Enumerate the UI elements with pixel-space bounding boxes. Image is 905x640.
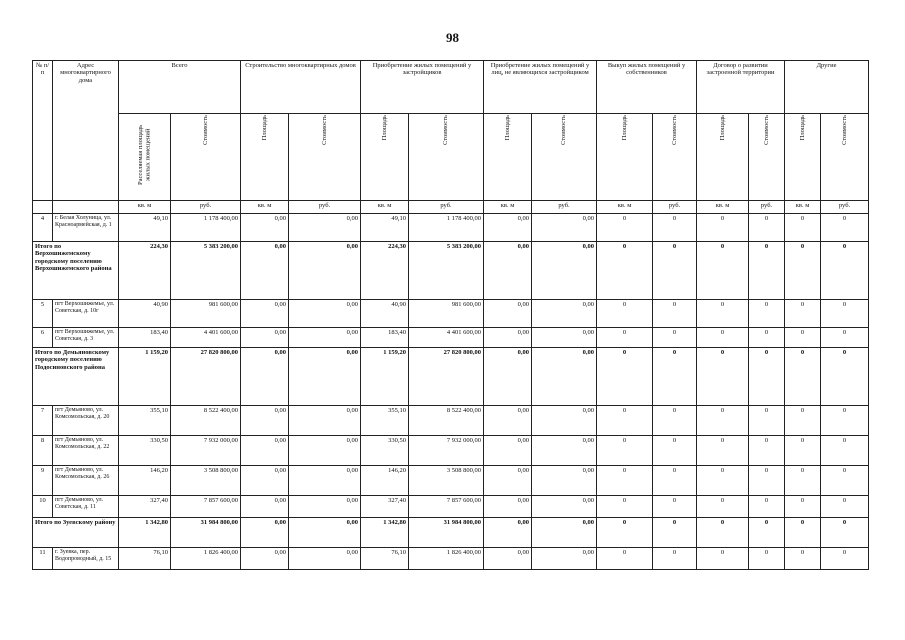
- page-number: 98: [446, 30, 459, 45]
- value-cell: 1 826 400,00: [171, 548, 241, 570]
- value-cell: 183,40: [361, 328, 409, 348]
- unit: кв. м: [119, 201, 171, 214]
- value-cell: 0: [653, 214, 697, 242]
- row-address: пгт Демьяново, ул. Комсомольская, д. 20: [53, 406, 119, 436]
- value-cell: 0,00: [532, 348, 597, 406]
- table-row: [33, 548, 869, 570]
- value-cell: 0,00: [241, 300, 289, 328]
- value-cell: 0,00: [532, 518, 597, 548]
- value-cell: 76,10: [361, 548, 409, 570]
- value-cell: 0,00: [484, 328, 532, 348]
- value-cell: 0: [597, 466, 653, 496]
- value-cell: 31 984 800,00: [409, 518, 484, 548]
- value-cell: 0: [749, 496, 785, 518]
- value-cell: 183,40: [119, 328, 171, 348]
- value-cell: 0,00: [289, 328, 361, 348]
- value-cell: 0: [697, 242, 749, 300]
- value-cell: 0,00: [289, 496, 361, 518]
- value-cell: 4 401 600,00: [409, 328, 484, 348]
- value-cell: 0,00: [241, 242, 289, 300]
- value-cell: 355,10: [361, 406, 409, 436]
- subheader: Площадь: [361, 114, 409, 201]
- unit: кв. м: [361, 201, 409, 214]
- unit: кв. м: [697, 201, 749, 214]
- value-cell: 49,10: [119, 214, 171, 242]
- empty-cell: [33, 201, 53, 214]
- value-cell: 0: [653, 496, 697, 518]
- value-cell: 5 383 200,00: [171, 242, 241, 300]
- value-cell: 0: [653, 406, 697, 436]
- value-cell: 0: [597, 348, 653, 406]
- subheader: Стоимость: [409, 114, 484, 201]
- unit: кв. м: [484, 201, 532, 214]
- value-cell: 0: [653, 300, 697, 328]
- value-cell: 146,20: [119, 466, 171, 496]
- value-cell: 0: [821, 300, 869, 328]
- subheader: Площадь: [484, 114, 532, 201]
- value-cell: 0,00: [241, 518, 289, 548]
- table-row: [33, 466, 869, 496]
- value-cell: 355,10: [119, 406, 171, 436]
- value-cell: 0: [597, 436, 653, 466]
- value-cell: 0,00: [289, 300, 361, 328]
- value-cell: 0: [697, 406, 749, 436]
- group-header: Приобретение жилых помещений у лиц, не являющихся застройщиком: [484, 61, 597, 114]
- value-cell: 0: [785, 548, 821, 570]
- value-cell: 0: [597, 242, 653, 300]
- value-cell: 0,00: [484, 242, 532, 300]
- value-cell: 40,90: [119, 300, 171, 328]
- value-cell: 0: [697, 300, 749, 328]
- value-cell: 0,00: [241, 214, 289, 242]
- value-cell: 0,00: [241, 406, 289, 436]
- value-cell: 0: [785, 242, 821, 300]
- col-num-header: № п/п: [33, 61, 53, 201]
- value-cell: 8 522 400,00: [409, 406, 484, 436]
- unit: руб.: [532, 201, 597, 214]
- subheader: Расселяемая площадь жилых помещений: [119, 114, 171, 201]
- subheader: Площадь: [241, 114, 289, 201]
- value-cell: 224,30: [361, 242, 409, 300]
- table-row: [33, 406, 869, 436]
- total-label: Итого по Верхошижемскому городскому поселению Верхошижемского района: [33, 242, 119, 300]
- row-address: пгт Верхошижемье, ул. Советская, д. 10г: [53, 300, 119, 328]
- value-cell: 0: [697, 436, 749, 466]
- table-row: [33, 436, 869, 466]
- value-cell: 0: [821, 496, 869, 518]
- value-cell: 0,00: [484, 466, 532, 496]
- value-cell: 0,00: [289, 548, 361, 570]
- value-cell: 1 178 400,00: [409, 214, 484, 242]
- row-number: 4: [33, 214, 53, 242]
- table-row: [33, 214, 869, 242]
- group-header: Выкуп жилых помещений у собственников: [597, 61, 697, 114]
- value-cell: 0,00: [241, 328, 289, 348]
- value-cell: 0: [653, 436, 697, 466]
- subheader: Стоимость: [171, 114, 241, 201]
- unit: руб.: [171, 201, 241, 214]
- value-cell: 0,00: [532, 214, 597, 242]
- value-cell: 0,00: [241, 548, 289, 570]
- value-cell: 0: [749, 466, 785, 496]
- value-cell: 7 932 000,00: [409, 436, 484, 466]
- subheader: Площадь: [785, 114, 821, 201]
- value-cell: 0: [785, 518, 821, 548]
- value-cell: 0: [653, 466, 697, 496]
- value-cell: 981 600,00: [171, 300, 241, 328]
- value-cell: 0,00: [289, 214, 361, 242]
- value-cell: 76,10: [119, 548, 171, 570]
- value-cell: 0: [785, 300, 821, 328]
- value-cell: 0,00: [289, 466, 361, 496]
- value-cell: 0,00: [484, 518, 532, 548]
- value-cell: 0,00: [484, 406, 532, 436]
- value-cell: 0,00: [289, 406, 361, 436]
- value-cell: 8 522 400,00: [171, 406, 241, 436]
- row-address: пгт Демьяново, ул. Комсомольская, д. 22: [53, 436, 119, 466]
- value-cell: 0,00: [241, 496, 289, 518]
- value-cell: 0,00: [532, 436, 597, 466]
- value-cell: 0,00: [484, 496, 532, 518]
- value-cell: 0: [785, 348, 821, 406]
- value-cell: 0: [821, 518, 869, 548]
- row-address: г. Белая Холуница, ул. Красноармейская, д. 1: [53, 214, 119, 242]
- unit: руб.: [409, 201, 484, 214]
- value-cell: 0,00: [484, 348, 532, 406]
- value-cell: 0: [749, 436, 785, 466]
- value-cell: 0: [597, 518, 653, 548]
- subheader: Стоимость: [289, 114, 361, 201]
- unit: кв. м: [241, 201, 289, 214]
- value-cell: 0: [821, 214, 869, 242]
- unit: кв. м: [785, 201, 821, 214]
- value-cell: 0: [653, 348, 697, 406]
- value-cell: 1 826 400,00: [409, 548, 484, 570]
- value-cell: 0: [597, 300, 653, 328]
- value-cell: 0: [749, 242, 785, 300]
- value-cell: 0,00: [289, 348, 361, 406]
- value-cell: 0,00: [484, 436, 532, 466]
- value-cell: 0: [749, 328, 785, 348]
- value-cell: 0: [749, 548, 785, 570]
- value-cell: 0,00: [289, 518, 361, 548]
- value-cell: 0,00: [532, 242, 597, 300]
- value-cell: 0: [821, 548, 869, 570]
- value-cell: 0: [697, 496, 749, 518]
- value-cell: 327,40: [361, 496, 409, 518]
- table-row: [33, 300, 869, 328]
- value-cell: 0: [697, 348, 749, 406]
- value-cell: 0: [821, 348, 869, 406]
- value-cell: 1 159,20: [119, 348, 171, 406]
- value-cell: 0,00: [532, 328, 597, 348]
- value-cell: 7 932 000,00: [171, 436, 241, 466]
- value-cell: 0: [697, 328, 749, 348]
- value-cell: 4 401 600,00: [171, 328, 241, 348]
- value-cell: 0,00: [241, 348, 289, 406]
- value-cell: 0: [697, 466, 749, 496]
- value-cell: 7 857 600,00: [171, 496, 241, 518]
- value-cell: 0,00: [241, 466, 289, 496]
- value-cell: 0: [821, 406, 869, 436]
- value-cell: 0: [653, 242, 697, 300]
- row-address: пгт Верхошижемье, ул. Советская, д. 3: [53, 328, 119, 348]
- value-cell: 0: [821, 466, 869, 496]
- group-header: Строительство многоквартирных домов: [241, 61, 361, 114]
- value-cell: 0: [821, 436, 869, 466]
- value-cell: 0: [785, 328, 821, 348]
- value-cell: 1 342,80: [361, 518, 409, 548]
- value-cell: 0: [749, 214, 785, 242]
- col-address-header: Адрес многоквартирного дома: [53, 61, 119, 201]
- value-cell: 146,20: [361, 466, 409, 496]
- value-cell: 0: [597, 214, 653, 242]
- table-body: [33, 214, 869, 570]
- value-cell: 1 159,20: [361, 348, 409, 406]
- value-cell: 0: [749, 518, 785, 548]
- value-cell: 0,00: [241, 436, 289, 466]
- value-cell: 0,00: [532, 466, 597, 496]
- value-cell: 0: [785, 436, 821, 466]
- value-cell: 0: [821, 328, 869, 348]
- group-header: Всего: [119, 61, 241, 114]
- group-header: Другие: [785, 61, 869, 114]
- value-cell: 27 820 800,00: [409, 348, 484, 406]
- unit: руб.: [749, 201, 785, 214]
- value-cell: 0: [785, 214, 821, 242]
- value-cell: 27 820 800,00: [171, 348, 241, 406]
- value-cell: 0: [697, 214, 749, 242]
- value-cell: 0,00: [532, 300, 597, 328]
- value-cell: 0,00: [532, 406, 597, 436]
- table-row: [33, 496, 869, 518]
- total-row: [33, 242, 869, 300]
- subheader: Площадь: [697, 114, 749, 201]
- total-label: Итого по Демьяновскому городскому поселению Подосиновского района: [33, 348, 119, 406]
- value-cell: 327,40: [119, 496, 171, 518]
- row-number: 7: [33, 406, 53, 436]
- value-cell: 5 383 200,00: [409, 242, 484, 300]
- row-number: 6: [33, 328, 53, 348]
- value-cell: 1 178 400,00: [171, 214, 241, 242]
- value-cell: 0: [697, 518, 749, 548]
- empty-cell: [53, 201, 119, 214]
- value-cell: 0: [749, 300, 785, 328]
- value-cell: 0: [749, 348, 785, 406]
- value-cell: 0,00: [484, 214, 532, 242]
- value-cell: 0: [597, 406, 653, 436]
- value-cell: 3 508 800,00: [171, 466, 241, 496]
- unit: руб.: [289, 201, 361, 214]
- unit: руб.: [653, 201, 697, 214]
- value-cell: 0,00: [532, 548, 597, 570]
- value-cell: 0: [653, 548, 697, 570]
- value-cell: 0,00: [289, 436, 361, 466]
- row-number: 5: [33, 300, 53, 328]
- subheader: Стоимость: [653, 114, 697, 201]
- subheader: Площадь: [597, 114, 653, 201]
- value-cell: 981 600,00: [409, 300, 484, 328]
- group-header: Приобретение жилых помещений у застройщиков: [361, 61, 484, 114]
- row-number: 11: [33, 548, 53, 570]
- value-cell: 0: [821, 242, 869, 300]
- row-number: 10: [33, 496, 53, 518]
- value-cell: 0: [749, 406, 785, 436]
- group-header: Договор о развитии застроенной территории: [697, 61, 785, 114]
- value-cell: 330,50: [119, 436, 171, 466]
- value-cell: 0: [785, 466, 821, 496]
- value-cell: 3 508 800,00: [409, 466, 484, 496]
- value-cell: 0: [653, 518, 697, 548]
- subheader: Стоимость: [532, 114, 597, 201]
- total-label: Итого по Зуевскому району: [33, 518, 119, 548]
- unit: кв. м: [597, 201, 653, 214]
- value-cell: 7 857 600,00: [409, 496, 484, 518]
- value-cell: 40,90: [361, 300, 409, 328]
- total-row: [33, 348, 869, 406]
- subheader: Стоимость: [821, 114, 869, 201]
- value-cell: 0,00: [484, 548, 532, 570]
- value-cell: 0: [597, 496, 653, 518]
- value-cell: 49,10: [361, 214, 409, 242]
- row-number: 9: [33, 466, 53, 496]
- total-row: [33, 518, 869, 548]
- value-cell: 1 342,80: [119, 518, 171, 548]
- value-cell: 0,00: [289, 242, 361, 300]
- value-cell: 0: [785, 406, 821, 436]
- value-cell: 0,00: [484, 300, 532, 328]
- resettlement-table: [32, 60, 869, 570]
- value-cell: 0,00: [532, 496, 597, 518]
- value-cell: 0: [653, 328, 697, 348]
- table-row: [33, 328, 869, 348]
- value-cell: 0: [785, 496, 821, 518]
- value-cell: 330,50: [361, 436, 409, 466]
- row-address: г. Зуевка, пер. Водопроводный, д. 15: [53, 548, 119, 570]
- value-cell: 0: [597, 328, 653, 348]
- unit: руб.: [821, 201, 869, 214]
- value-cell: 0: [697, 548, 749, 570]
- row-number: 8: [33, 436, 53, 466]
- row-address: пгт Демьяново, ул. Советская, д. 11: [53, 496, 119, 518]
- value-cell: 31 984 800,00: [171, 518, 241, 548]
- value-cell: 0: [597, 548, 653, 570]
- row-address: пгт Демьяново, ул. Комсомольская, д. 26: [53, 466, 119, 496]
- value-cell: 224,30: [119, 242, 171, 300]
- subheader: Стоимость: [749, 114, 785, 201]
